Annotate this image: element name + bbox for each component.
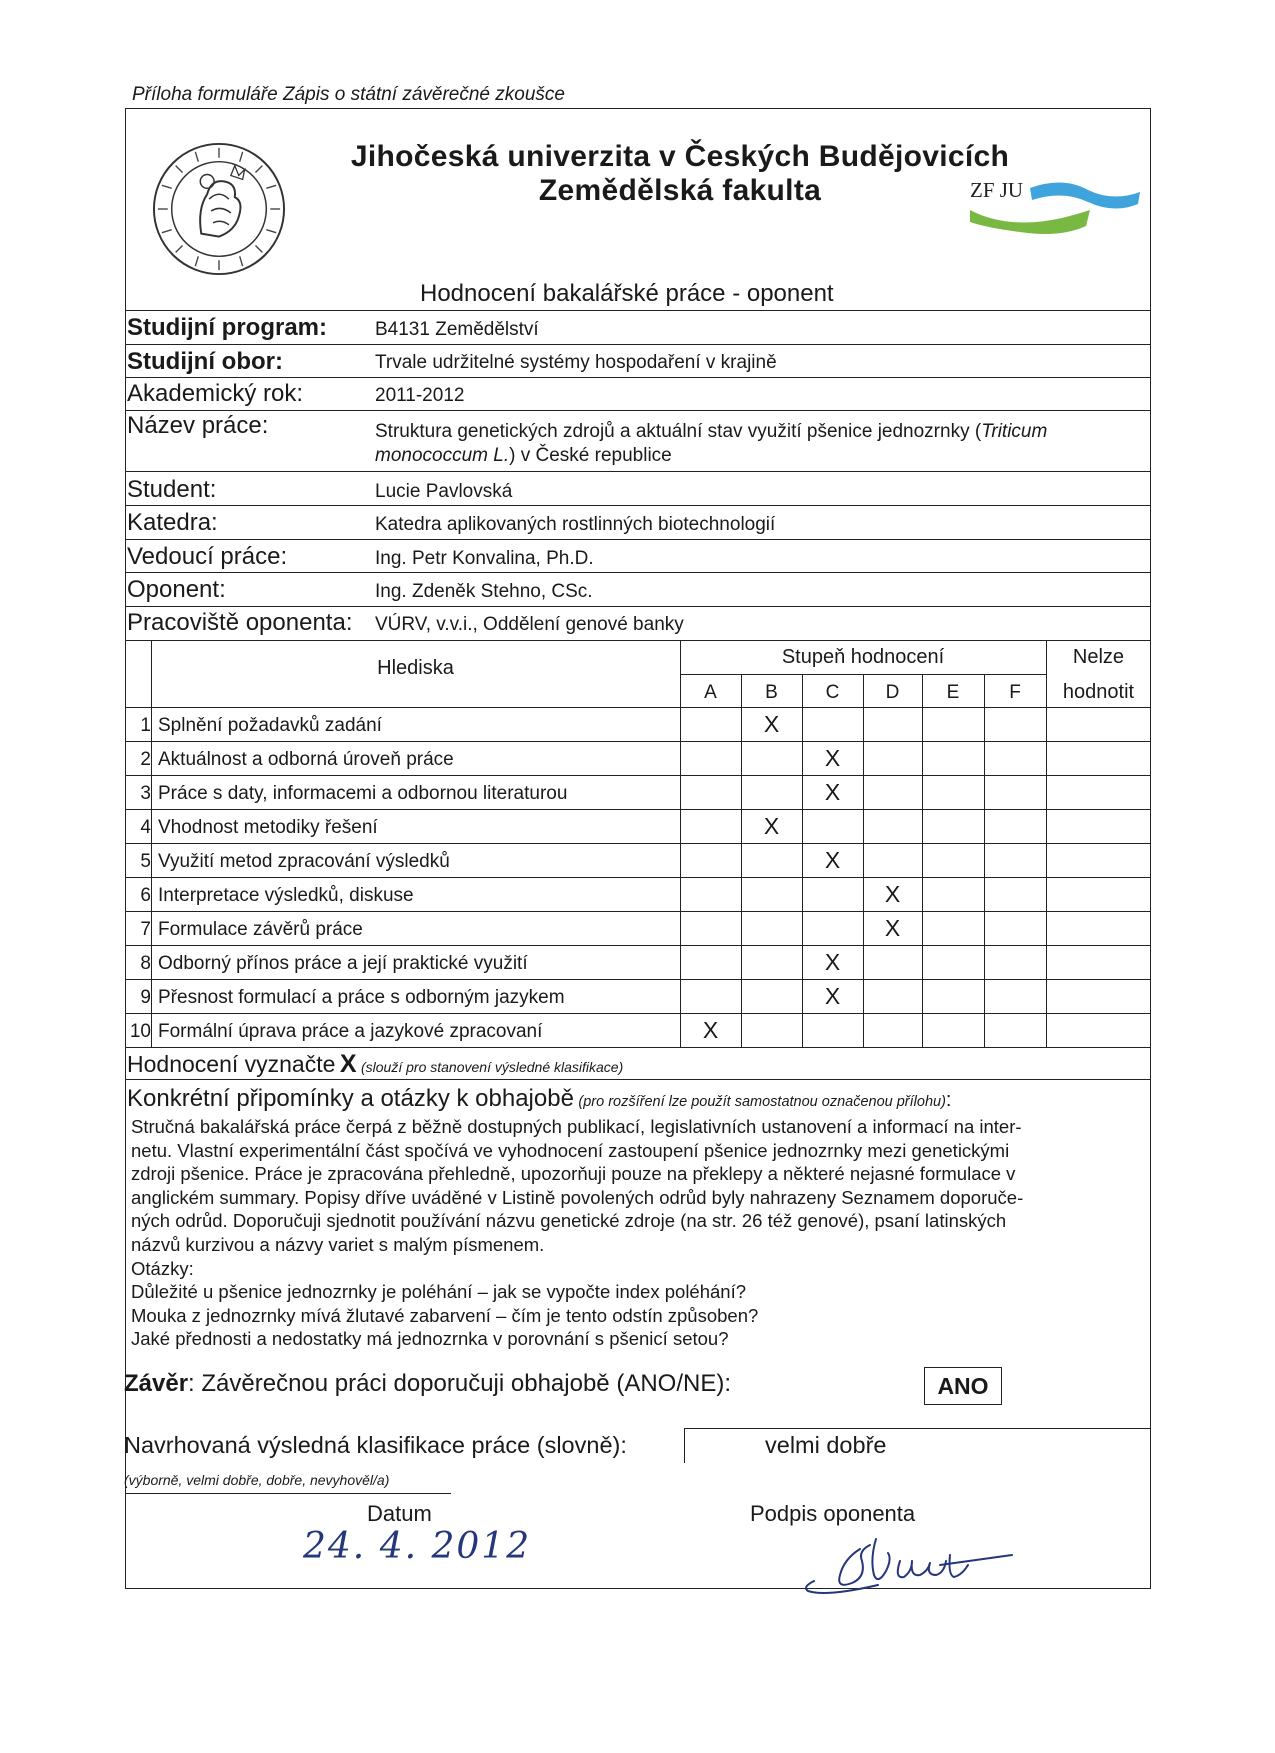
- grade-mark: X: [824, 983, 841, 1009]
- title-value-line1: [375, 421, 1047, 443]
- comment-line: Důležité u pšenice jednozrnky je poléhání – jak se vypočte index poléhání?: [131, 1281, 747, 1303]
- divider: [125, 741, 1151, 742]
- criterion-number: 9: [140, 987, 151, 1008]
- divider: [125, 539, 1151, 540]
- comment-text: [131, 1115, 1146, 1351]
- workplace-value: VÚRV, v.v.i., Oddělení genové banky: [375, 614, 684, 635]
- opponent-label: Oponent:: [127, 576, 226, 603]
- program-value: B4131 Zemědělství: [375, 319, 539, 340]
- divider: [125, 1493, 451, 1494]
- conclusion-answer: ANO: [924, 1367, 1002, 1405]
- divider: [684, 1428, 685, 1463]
- comment-line: názvů kurzivou a názvy variet s malým písmenem.: [131, 1233, 545, 1255]
- divider: [151, 640, 152, 1047]
- grade-mark: X: [824, 745, 841, 771]
- marking-label: Hodnocení vyznačte: [127, 1051, 336, 1077]
- criterion-number: 6: [140, 885, 151, 906]
- conclusion-label: Závěr: [124, 1370, 189, 1397]
- criterion-number: 10: [129, 1021, 151, 1042]
- divider: [984, 674, 985, 1047]
- classification-label: Navrhovaná výsledná klasifikace práce (slovně):: [124, 1432, 627, 1458]
- criterion-number: 1: [140, 715, 151, 736]
- criteria-header: Hlediska: [377, 657, 454, 679]
- comment-line: zdroji pšenice. Práce je zpracována přehledně, upozorňuji pouze na překlepy a některé nejasné formulace v: [131, 1163, 1016, 1185]
- date-value: 24. 4. 2012: [303, 1526, 532, 1567]
- divider: [125, 640, 1151, 641]
- criterion-text: Odborný přínos práce a její praktické využití: [158, 953, 528, 974]
- signature-label: Podpis oponenta: [750, 1501, 916, 1526]
- divider: [125, 606, 1151, 607]
- criterion-number: 7: [140, 919, 151, 940]
- divider: [125, 1047, 1151, 1048]
- grade-column-header: A: [704, 682, 717, 703]
- conclusion-row: [124, 1370, 731, 1398]
- divider: [684, 1428, 1151, 1429]
- divider: [125, 843, 1151, 844]
- divider: [125, 344, 1151, 345]
- divider: [125, 979, 1151, 980]
- criterion-text: Přesnost formulací a práce s odborným jazykem: [158, 987, 565, 1008]
- criterion-text: Splnění požadavků zadání: [158, 715, 382, 736]
- grade-mark: X: [824, 779, 841, 805]
- criterion-text: Vhodnost metodiky řešení: [158, 817, 378, 838]
- divider: [125, 809, 1151, 810]
- zfju-logo: [968, 170, 1142, 242]
- not-evaluable-header: hodnotit: [1062, 681, 1135, 703]
- form-title: Hodnocení bakalářské práce - oponent: [420, 280, 834, 307]
- divider: [125, 911, 1151, 912]
- title-label: Název práce:: [127, 412, 269, 439]
- grade-mark: X: [763, 711, 780, 737]
- faculty-name: Zemědělská fakulta: [538, 174, 822, 207]
- obor-label: Studijní obor:: [127, 348, 283, 375]
- grade-mark: X: [702, 1017, 719, 1043]
- criterion-text: Formální úprava práce a jazykové zpracovaní: [158, 1021, 543, 1042]
- comment-line: Otázky:: [131, 1257, 194, 1279]
- grade-mark: X: [884, 881, 901, 907]
- title-latin: Triticum: [981, 421, 1048, 442]
- comment-line: Jaké přednosti a nedostatky má jednozrnka v porovnání s pšenicí setou?: [131, 1328, 729, 1350]
- comment-line: netu. Vlastní experimentální část spočívá ve vyhodnocení zastoupení pšenice jednozrnky mezi genetickými: [131, 1139, 1010, 1161]
- marking-note-text: (slouží pro stanovení výsledné klasifikace): [361, 1059, 624, 1075]
- criterion-text: Práce s daty, informacemi a odbornou literaturou: [158, 783, 568, 804]
- comments-heading-note: (pro rozšíření lze použít samostatnou označenou přílohu): [578, 1094, 946, 1110]
- comment-line: Stručná bakalářská práce čerpá z běžně dostupných publikací, legislativních ustanovení a informací na inter-: [131, 1116, 1022, 1137]
- criterion-number: 8: [140, 953, 151, 974]
- title-text: Struktura genetických zdrojů a aktuální stav využití pšenice jednozrnky (: [375, 421, 982, 442]
- divider: [1046, 640, 1047, 1047]
- criterion-text: Využití metod zpracování výsledků: [158, 851, 450, 872]
- not-evaluable-header: Nelze: [1072, 646, 1125, 668]
- divider: [125, 471, 1151, 472]
- divider: [125, 505, 1151, 506]
- opponent-signature: [800, 1525, 1015, 1600]
- grade-column-header: F: [1009, 682, 1021, 703]
- grade-column-header: D: [885, 682, 900, 703]
- grade-mark: X: [824, 847, 841, 873]
- divider: [125, 877, 1151, 878]
- divider: [125, 707, 1151, 708]
- criterion-number: 2: [140, 749, 151, 770]
- supervisor-value: Ing. Petr Konvalina, Ph.D.: [375, 548, 594, 569]
- logo-text: ZF JU: [970, 178, 1024, 202]
- university-name: Jihočeská univerzita v Českých Budějovicích: [350, 140, 1010, 173]
- student-value: Lucie Pavlovská: [375, 481, 513, 502]
- supervisor-label: Vedoucí práce:: [127, 543, 288, 570]
- criterion-text: Aktuálnost a odborná úroveň práce: [158, 749, 454, 770]
- divider: [680, 640, 681, 1047]
- title-value-line2: [375, 445, 672, 467]
- year-value: 2011-2012: [375, 385, 465, 406]
- workplace-label: Pracoviště oponenta:: [127, 609, 353, 636]
- divider: [125, 1079, 1151, 1080]
- title-text: ) v České republice: [509, 445, 672, 466]
- attachment-note: Příloha formuláře Zápis o státní závěrečné zkoušce: [132, 84, 565, 105]
- divider: [125, 1013, 1151, 1014]
- divider: [125, 310, 1151, 311]
- criterion-number: 3: [140, 783, 151, 804]
- comments-heading-row: [127, 1085, 951, 1113]
- grade-column-header: B: [765, 682, 778, 703]
- conclusion-text: : Závěrečnou práci doporučuji obhajobě (ANO/NE):: [188, 1370, 731, 1397]
- grade-header: Stupeň hodnocení: [781, 646, 945, 668]
- obor-value: Trvale udržitelné systémy hospodaření v krajině: [375, 352, 777, 373]
- divider: [125, 377, 1151, 378]
- marking-note: [127, 1050, 623, 1079]
- criterion-number: 4: [140, 817, 151, 838]
- grade-mark: X: [824, 949, 841, 975]
- year-label: Akademický rok:: [127, 380, 304, 407]
- comment-line: Mouka z jednozrnky mívá žlutavé zabarvení – čím je tento odstín způsoben?: [131, 1304, 759, 1326]
- opponent-value: Ing. Zdeněk Stehno, CSc.: [375, 581, 593, 602]
- grade-column-header: C: [825, 682, 840, 703]
- criterion-text: Formulace závěrů práce: [158, 919, 363, 940]
- colon: :: [945, 1089, 952, 1111]
- divider: [125, 775, 1151, 776]
- department-label: Katedra:: [127, 509, 218, 536]
- classification-value: velmi dobře: [765, 1432, 887, 1458]
- comments-heading: Konkrétní připomínky a otázky k obhajobě: [127, 1085, 574, 1112]
- comment-line: anglickém summary. Popisy dříve uváděné v Listině povolených odrůd byly nahrazeny Seznamem doporuče-: [131, 1186, 1024, 1208]
- program-label: Studijní program:: [127, 314, 327, 341]
- divider: [863, 674, 864, 1047]
- logo-waves-icon: [968, 170, 1142, 242]
- divider: [125, 410, 1151, 411]
- comment-line: ných odrůd. Doporučuji sjednotit používání názvu genetické zdroje (na str. 26 též genové), psaní latinských: [131, 1210, 1007, 1232]
- title-latin: monococcum L.: [375, 445, 510, 466]
- criterion-text: Interpretace výsledků, diskuse: [158, 885, 414, 906]
- marking-symbol: X: [339, 1050, 357, 1078]
- student-label: Student:: [127, 476, 217, 503]
- university-seal-icon: [150, 140, 288, 278]
- grade-mark: X: [884, 915, 901, 941]
- department-value: Katedra aplikovaných rostlinných biotechnologií: [375, 514, 776, 535]
- grade-column-header: E: [946, 682, 960, 703]
- divider: [922, 674, 923, 1047]
- grade-mark: X: [763, 813, 780, 839]
- classification-options: (výborně, velmi dobře, dobře, nevyhověl/a): [124, 1472, 390, 1488]
- criterion-number: 5: [140, 851, 151, 872]
- divider: [125, 945, 1151, 946]
- date-label: Datum: [367, 1501, 432, 1526]
- divider: [125, 572, 1151, 573]
